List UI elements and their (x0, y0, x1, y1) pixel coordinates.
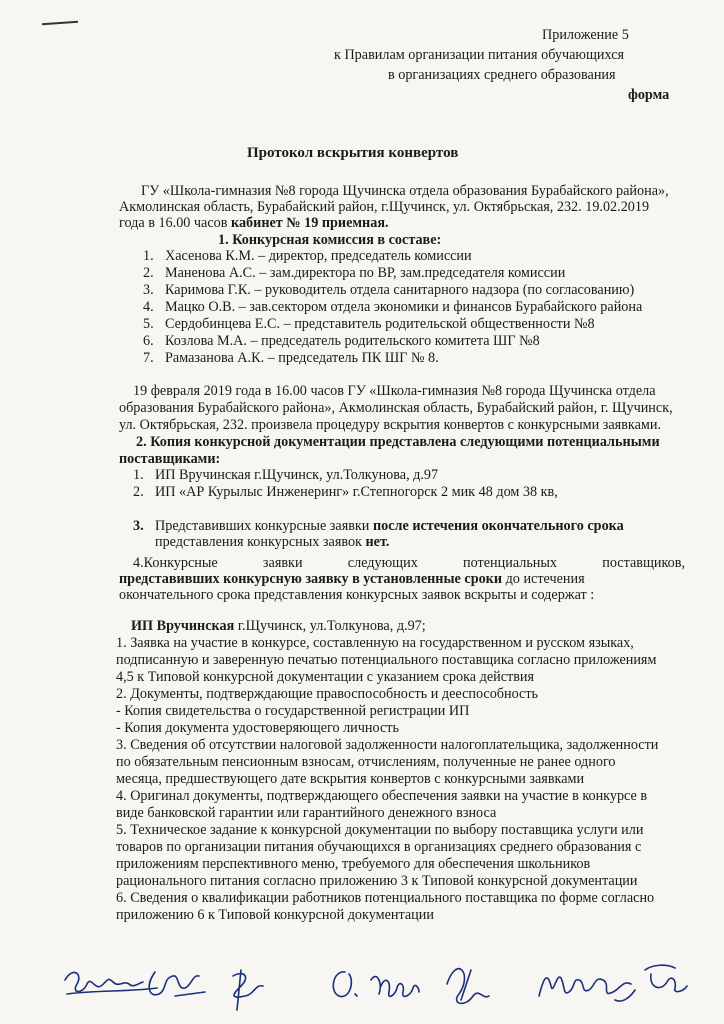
member-text: Козлова М.А. – председатель родительского комитета ШГ №8 (165, 333, 540, 349)
intro-line-3 (119, 215, 389, 231)
contents-line: товаров по организации питания обучающихся в организациях среднего образования с (116, 839, 642, 855)
supplier-list-item (133, 484, 558, 500)
contents-line: 1. Заявка на участие в конкурсе, составленную на государственном и русском языках, (116, 635, 634, 651)
member-number: 1. (143, 248, 154, 264)
signatures-image (55, 950, 715, 1020)
section-3-line-1 (155, 518, 624, 534)
member-number: 6. (143, 333, 154, 349)
contents-line: 3. Сведения об отсутствии налоговой задолженности налогоплательщика, задолженности (116, 737, 659, 753)
supplier-name: ИП Вручинская (131, 618, 235, 634)
member-text: Маненова А.С. – зам.директора по ВР, зам.председателя комиссии (165, 265, 566, 281)
header-line-1: Приложение 5 (542, 27, 629, 43)
contents-line: - Копия свидетельства о государственной регистрации ИП (116, 703, 470, 719)
header-line-3: в организациях среднего образования (388, 67, 616, 83)
item-text: ИП «АР Курылыс Инженеринг» г.Степногорск 2 мик 48 дом 38 кв, (155, 484, 558, 500)
commission-member (143, 248, 472, 264)
commission-member (143, 282, 634, 298)
contents-line: 5. Техническое задание к конкурсной документации по выбору поставщика услуги или (116, 822, 644, 838)
contents-line: приложению 6 к Типовой конкурсной документации (116, 907, 434, 923)
section-3-number: 3. (133, 518, 144, 534)
section-3-bold: нет. (365, 534, 390, 550)
contents-line: - Копия документа удостоверяющего личность (116, 720, 399, 736)
commission-member (143, 316, 595, 332)
section-4-line-3: окончательного срока представления конкурсных заявок вскрыты и содержат : (119, 587, 595, 603)
member-text: Хасенова К.М. – директор, председатель комиссии (165, 248, 472, 264)
document-title: Протокол вскрытия конвертов (247, 145, 459, 161)
member-number: 7. (143, 350, 154, 366)
contents-line: рационального питания согласно приложению 3 к Типовой конкурсной документации (116, 873, 638, 889)
item-number: 1. (133, 467, 144, 483)
section-3-text: Представивших конкурсные заявки (155, 518, 373, 534)
section-4-line-1: 4.Конкурсные заявки следующих потенциальных поставщиков, (133, 555, 685, 571)
intro-room: кабинет № 19 приемная. (231, 215, 389, 231)
contents-line: приложениям перспективного меню, требуемого для обеспечения школьников (116, 856, 591, 872)
member-text: Каримова Г.К. – руководитель отдела санитарного надзора (по согласованию) (165, 282, 635, 298)
commission-member (143, 299, 642, 315)
supplier-heading (131, 618, 426, 634)
member-number: 4. (143, 299, 154, 315)
section-3-line-2 (155, 534, 389, 550)
member-text: Рамазанова А.К. – председатель ПК ШГ № 8. (165, 350, 439, 366)
section-2-line-1: 2. Копия конкурсной документации представлена следующими потенциальными (136, 434, 660, 450)
contents-line: 2. Документы, подтверждающие правоспособность и дееспособность (116, 686, 539, 702)
header-line-2: к Правилам организации питания обучающихся (334, 47, 625, 63)
item-number: 2. (133, 484, 144, 500)
section-4-line-2 (119, 571, 585, 587)
contents-line: месяца, предшествующего дате вскрытия конвертов с конкурсными заявками (116, 771, 585, 787)
member-number: 2. (143, 265, 154, 281)
contents-line: виде банковской гарантии или гарантийного денежного взноса (116, 805, 497, 821)
member-text: Сердобинцева Е.С. – представитель родительской общественности №8 (165, 316, 595, 332)
header-form-label: форма (628, 87, 670, 103)
corner-mark (42, 21, 78, 26)
supplier-address: г.Щучинск, ул.Толкунова, д.97; (234, 618, 426, 634)
section-3-bold: после истечения окончательного срока (372, 518, 624, 534)
commission-member (143, 333, 540, 349)
commission-heading: 1. Конкурсная комиссия в составе: (218, 232, 442, 248)
commission-member (143, 350, 439, 366)
supplier-list-item (133, 467, 438, 483)
member-text: Мацко О.В. – зав.сектором отдела экономики и финансов Бурабайского района (165, 299, 643, 315)
member-number: 3. (143, 282, 154, 298)
contents-line: подписанную и заверенную печатью потенциального поставщика согласно приложениям (116, 652, 657, 668)
section-4-bold: представивших конкурсную заявку в установленные сроки (119, 571, 503, 587)
contents-line: 6. Сведения о квалификации работников потенциального поставщика по форме согласно (116, 890, 655, 906)
contents-line: 4,5 к Типовой конкурсной документации с указанием срока действия (116, 669, 535, 685)
item-text: ИП Вручинская г.Щучинск, ул.Толкунова, д.97 (155, 467, 439, 483)
section-2-line-2: поставщиками: (119, 451, 221, 467)
member-number: 5. (143, 316, 154, 332)
procedure-line-1: 19 февраля 2019 года в 16.00 часов ГУ «Школа-гимназия №8 города Щучинска отдела (133, 383, 656, 399)
intro-time: года в 16.00 часов (119, 215, 231, 231)
intro-line-2: Акмолинская область, Бурабайский район, г.Щучинск, ул. Октябрьская, 232. 19.02.2019 (119, 199, 650, 215)
section-4-text: до истечения (502, 571, 585, 587)
procedure-line-3: ул. Октябрьская, 232. произвела процедуру вскрытия конвертов с конкурсными заявками. (119, 417, 662, 433)
section-3-text: представления конкурсных заявок (155, 534, 366, 550)
procedure-line-2: образования Бурабайского района», Акмолинская область, Бурабайский район, г. Щучинск, (119, 400, 673, 416)
commission-member (143, 265, 565, 281)
intro-line-1: ГУ «Школа-гимназия №8 города Щучинска отдела образования Бурабайского района», (141, 183, 669, 199)
contents-line: по обязательным пенсионным взносам, отчислениям, полученные не ранее одного (116, 754, 616, 770)
contents-line: 4. Оригинал документы, подтверждающего обеспечения заявки на участие в конкурсе в (116, 788, 648, 804)
